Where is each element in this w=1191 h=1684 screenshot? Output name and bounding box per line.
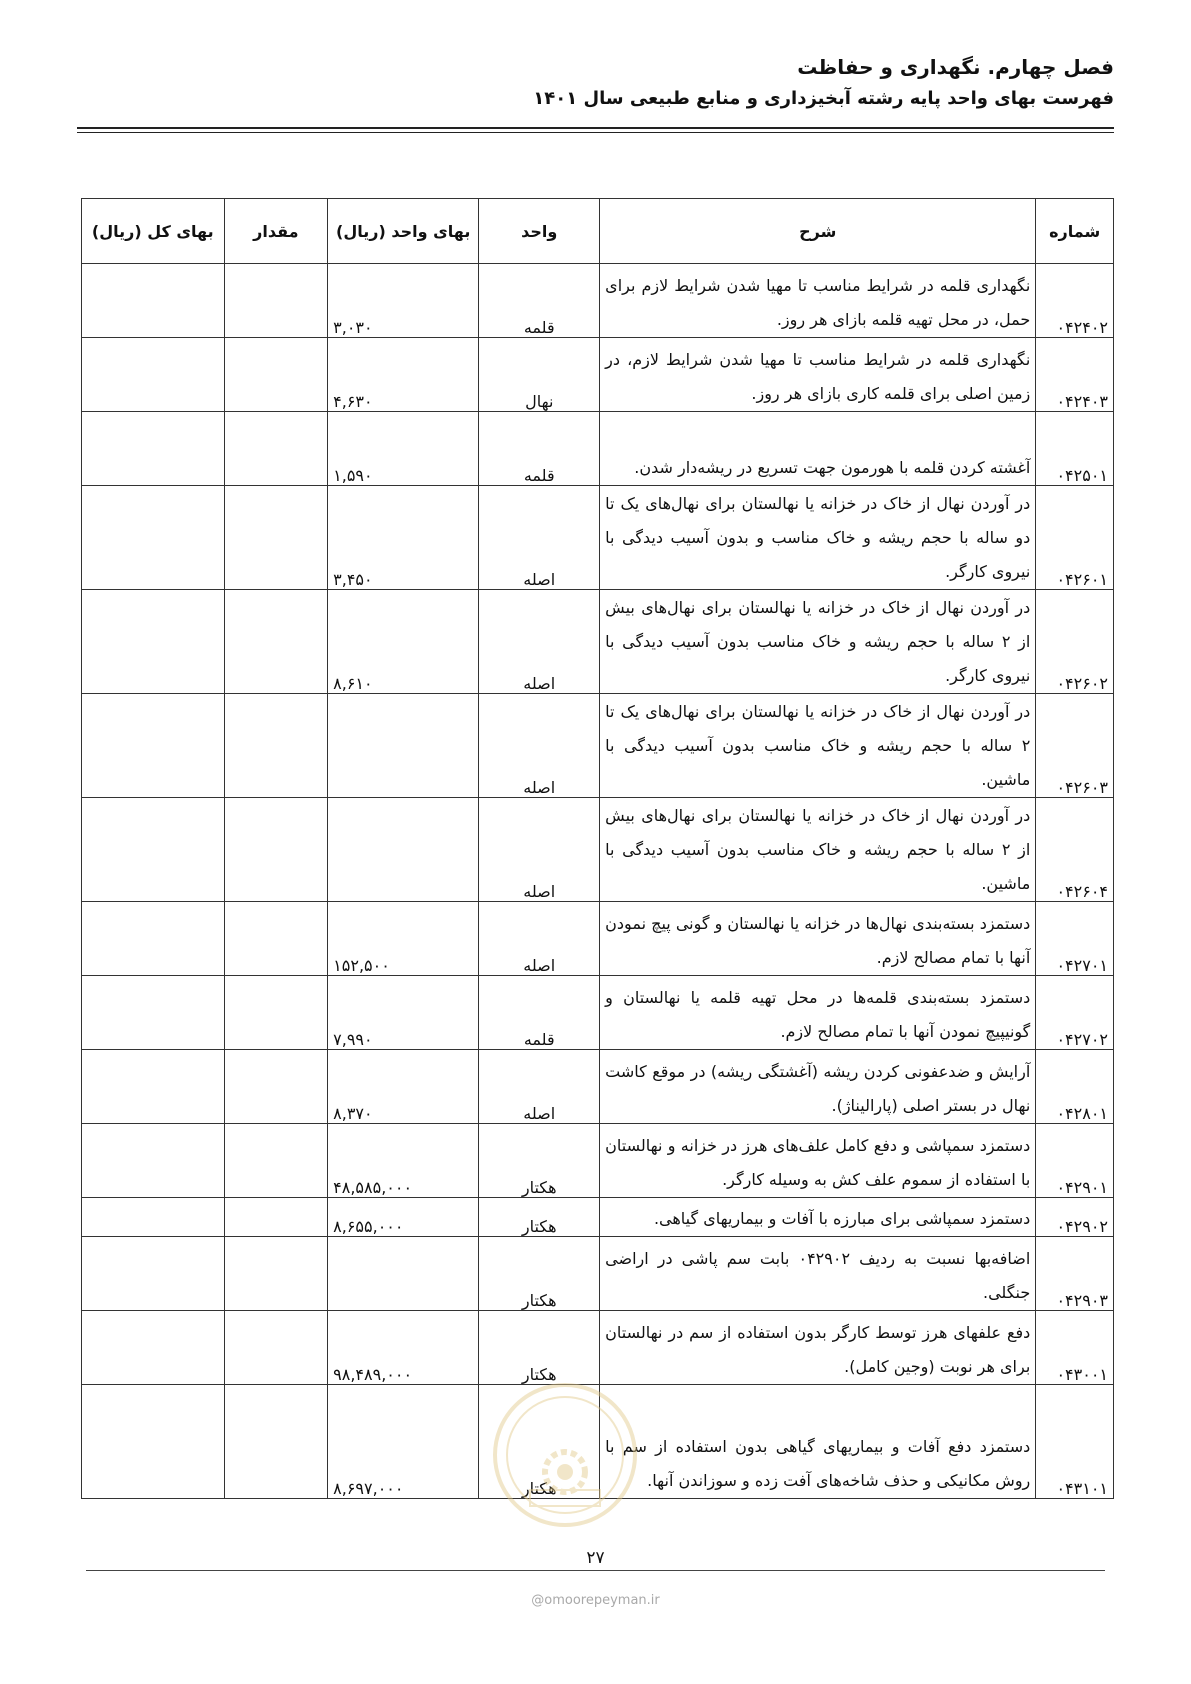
item-unit-price: ۱۵۲,۵۰۰ <box>328 902 479 976</box>
item-unit-price: ۱,۵۹۰ <box>328 412 479 486</box>
item-description: دستمزد بسته‌بندی قلمه‌ها در محل تهیه قلمه یا نهالستان و گونیپیچ نمودن آنها با تمام مصالح لازم. <box>600 976 1036 1050</box>
header-unit-price: بهای واحد (ریال) <box>328 199 479 264</box>
item-unit-price: ۳,۴۵۰ <box>328 486 479 590</box>
item-code: ۰۴۲۶۰۲ <box>1036 590 1114 694</box>
item-description: در آوردن نهال از خاک در خزانه یا نهالستان برای نهال‌های یک تا دو ساله با حجم ریشه و خاک مناسب و بدون آسیب دیدگی با نیروی کارگر. <box>600 486 1036 590</box>
item-unit-price: ۸,۶۱۰ <box>328 590 479 694</box>
item-unit-price: ۸,۶۹۷,۰۰۰ <box>328 1385 479 1499</box>
item-code: ۰۴۲۴۰۲ <box>1036 264 1114 338</box>
item-code: ۰۴۲۶۰۱ <box>1036 486 1114 590</box>
item-quantity <box>224 264 328 338</box>
item-total-price <box>82 798 225 902</box>
header-unit: واحد <box>479 199 600 264</box>
item-total-price <box>82 486 225 590</box>
item-quantity <box>224 1198 328 1237</box>
price-table <box>81 198 1114 1499</box>
item-description: آغشته کردن قلمه با هورمون جهت تسریع در ریشه‌دار شدن. <box>600 412 1036 486</box>
item-total-price <box>82 694 225 798</box>
header-rule-thin <box>77 132 1114 133</box>
item-total-price <box>82 976 225 1050</box>
item-unit-price: ۸,۶۵۵,۰۰۰ <box>328 1198 479 1237</box>
item-total-price <box>82 1385 225 1499</box>
item-description: در آوردن نهال از خاک در خزانه یا نهالستان برای نهال‌های بیش از ۲ ساله با حجم ریشه و خاک مناسب بدون آسیب دیدگی با نیروی کارگر. <box>600 590 1036 694</box>
item-code: ۰۴۳۱۰۱ <box>1036 1385 1114 1499</box>
item-total-price <box>82 1198 225 1237</box>
item-unit-price: ۷,۹۹۰ <box>328 976 479 1050</box>
table-row <box>82 1237 1114 1311</box>
document-subtitle: فهرست بهای واحد پایه رشته آبخیزداری و منابع طبیعی سال ۱۴۰۱ <box>533 88 1114 109</box>
item-code: ۰۴۲۷۰۲ <box>1036 976 1114 1050</box>
item-unit-price: ۴,۶۳۰ <box>328 338 479 412</box>
header-rule-thick <box>77 127 1114 129</box>
table-row <box>82 590 1114 694</box>
table-row <box>82 694 1114 798</box>
item-total-price <box>82 338 225 412</box>
item-quantity <box>224 412 328 486</box>
table-row <box>82 1124 1114 1198</box>
item-code: ۰۴۲۹۰۲ <box>1036 1198 1114 1237</box>
item-quantity <box>224 798 328 902</box>
table-row <box>82 1050 1114 1124</box>
header-description: شرح <box>600 199 1036 264</box>
item-total-price <box>82 412 225 486</box>
item-unit: هکتار <box>479 1124 600 1198</box>
header-quantity: مقدار <box>224 199 328 264</box>
table-header-row <box>82 199 1114 264</box>
item-unit: اصله <box>479 798 600 902</box>
item-quantity <box>224 1237 328 1311</box>
table-row <box>82 798 1114 902</box>
item-total-price <box>82 902 225 976</box>
table-row <box>82 264 1114 338</box>
table-row <box>82 338 1114 412</box>
table-row <box>82 1311 1114 1385</box>
header-total-price: بهای کل (ریال) <box>82 199 225 264</box>
item-description: دفع علفهای هرز توسط کارگر بدون استفاده از سم در نهالستان برای هر نوبت (وجین کامل). <box>600 1311 1036 1385</box>
item-description: دستمزد سمپاشی برای مبارزه با آفات و بیماریهای گیاهی. <box>600 1198 1036 1237</box>
item-unit: اصله <box>479 486 600 590</box>
item-code: ۰۴۳۰۰۱ <box>1036 1311 1114 1385</box>
item-quantity <box>224 338 328 412</box>
item-description: آرایش و ضدعفونی کردن ریشه (آغشتگی ریشه) در موقع کاشت نهال در بستر اصلی (پارالیناژ). <box>600 1050 1036 1124</box>
item-unit: نهال <box>479 338 600 412</box>
item-unit-price: ۳,۰۳۰ <box>328 264 479 338</box>
page-header <box>77 52 1114 114</box>
item-unit-price: ۴۸,۵۸۵,۰۰۰ <box>328 1124 479 1198</box>
item-quantity <box>224 694 328 798</box>
page-number: ۲۷ <box>586 1548 605 1568</box>
table-row <box>82 412 1114 486</box>
item-quantity <box>224 486 328 590</box>
table-row <box>82 902 1114 976</box>
item-quantity <box>224 976 328 1050</box>
item-unit: اصله <box>479 1050 600 1124</box>
item-description: دستمزد دفع آفات و بیماریهای گیاهی بدون استفاده از سم با روش مکانیکی و حذف شاخه‌های آفت زده و سوزاندن آنها. <box>600 1385 1036 1499</box>
table-row <box>82 486 1114 590</box>
item-unit-price: ۸,۳۷۰ <box>328 1050 479 1124</box>
item-unit: اصله <box>479 590 600 694</box>
item-unit-price: ۹۸,۴۸۹,۰۰۰ <box>328 1311 479 1385</box>
website-watermark: @omoorepeyman.ir <box>531 1593 660 1608</box>
table-row <box>82 976 1114 1050</box>
item-quantity <box>224 1385 328 1499</box>
item-code: ۰۴۲۵۰۱ <box>1036 412 1114 486</box>
item-unit: هکتار <box>479 1311 600 1385</box>
item-code: ۰۴۲۴۰۳ <box>1036 338 1114 412</box>
item-quantity <box>224 590 328 694</box>
item-unit: قلمه <box>479 264 600 338</box>
footer-rule <box>86 1570 1105 1571</box>
item-unit: هکتار <box>479 1385 600 1499</box>
item-code: ۰۴۲۷۰۱ <box>1036 902 1114 976</box>
item-unit: اصله <box>479 902 600 976</box>
item-unit-price <box>328 694 479 798</box>
item-description: نگهداری قلمه در شرایط مناسب تا مهیا شدن شرایط لازم، در زمین اصلی برای قلمه کاری بازای هر روز. <box>600 338 1036 412</box>
item-description: نگهداری قلمه در شرایط مناسب تا مهیا شدن شرایط لازم برای حمل، در محل تهیه قلمه بازای هر روز. <box>600 264 1036 338</box>
item-quantity <box>224 902 328 976</box>
item-unit: قلمه <box>479 412 600 486</box>
item-quantity <box>224 1050 328 1124</box>
item-unit: قلمه <box>479 976 600 1050</box>
item-unit: هکتار <box>479 1198 600 1237</box>
item-description: دستمزد بسته‌بندی نهال‌ها در خزانه یا نهالستان و گونی پیچ نمودن آنها با تمام مصالح لازم. <box>600 902 1036 976</box>
item-code: ۰۴۲۸۰۱ <box>1036 1050 1114 1124</box>
item-quantity <box>224 1124 328 1198</box>
item-total-price <box>82 264 225 338</box>
header-code: شماره <box>1036 199 1114 264</box>
item-description: در آوردن نهال از خاک در خزانه یا نهالستان برای نهال‌های بیش از ۲ ساله با حجم ریشه و خاک مناسب بدون آسیب دیدگی با ماشین. <box>600 798 1036 902</box>
item-total-price <box>82 1237 225 1311</box>
item-total-price <box>82 1124 225 1198</box>
item-description: در آوردن نهال از خاک در خزانه یا نهالستان برای نهال‌های یک تا ۲ ساله با حجم ریشه و خاک مناسب بدون آسیب دیدگی با ماشین. <box>600 694 1036 798</box>
item-description: اضافه‌بها نسبت به ردیف ۰۴۲۹۰۲ بابت سم پاشی در اراضی جنگلی. <box>600 1237 1036 1311</box>
item-total-price <box>82 1050 225 1124</box>
item-code: ۰۴۲۹۰۱ <box>1036 1124 1114 1198</box>
item-unit: هکتار <box>479 1237 600 1311</box>
table-row <box>82 1198 1114 1237</box>
item-code: ۰۴۲۹۰۳ <box>1036 1237 1114 1311</box>
item-description: دستمزد سمپاشی و دفع کامل علف‌های هرز در خزانه و نهالستان با استفاده از سموم علف کش به وسیله کارگر. <box>600 1124 1036 1198</box>
item-total-price <box>82 590 225 694</box>
item-code: ۰۴۲۶۰۳ <box>1036 694 1114 798</box>
item-quantity <box>224 1311 328 1385</box>
item-unit: اصله <box>479 694 600 798</box>
item-total-price <box>82 1311 225 1385</box>
chapter-title: فصل چهارم. نگهداری و حفاظت <box>797 55 1114 79</box>
item-code: ۰۴۲۶۰۴ <box>1036 798 1114 902</box>
item-unit-price <box>328 1237 479 1311</box>
item-unit-price <box>328 798 479 902</box>
watermark-seal-icon <box>490 1380 640 1530</box>
